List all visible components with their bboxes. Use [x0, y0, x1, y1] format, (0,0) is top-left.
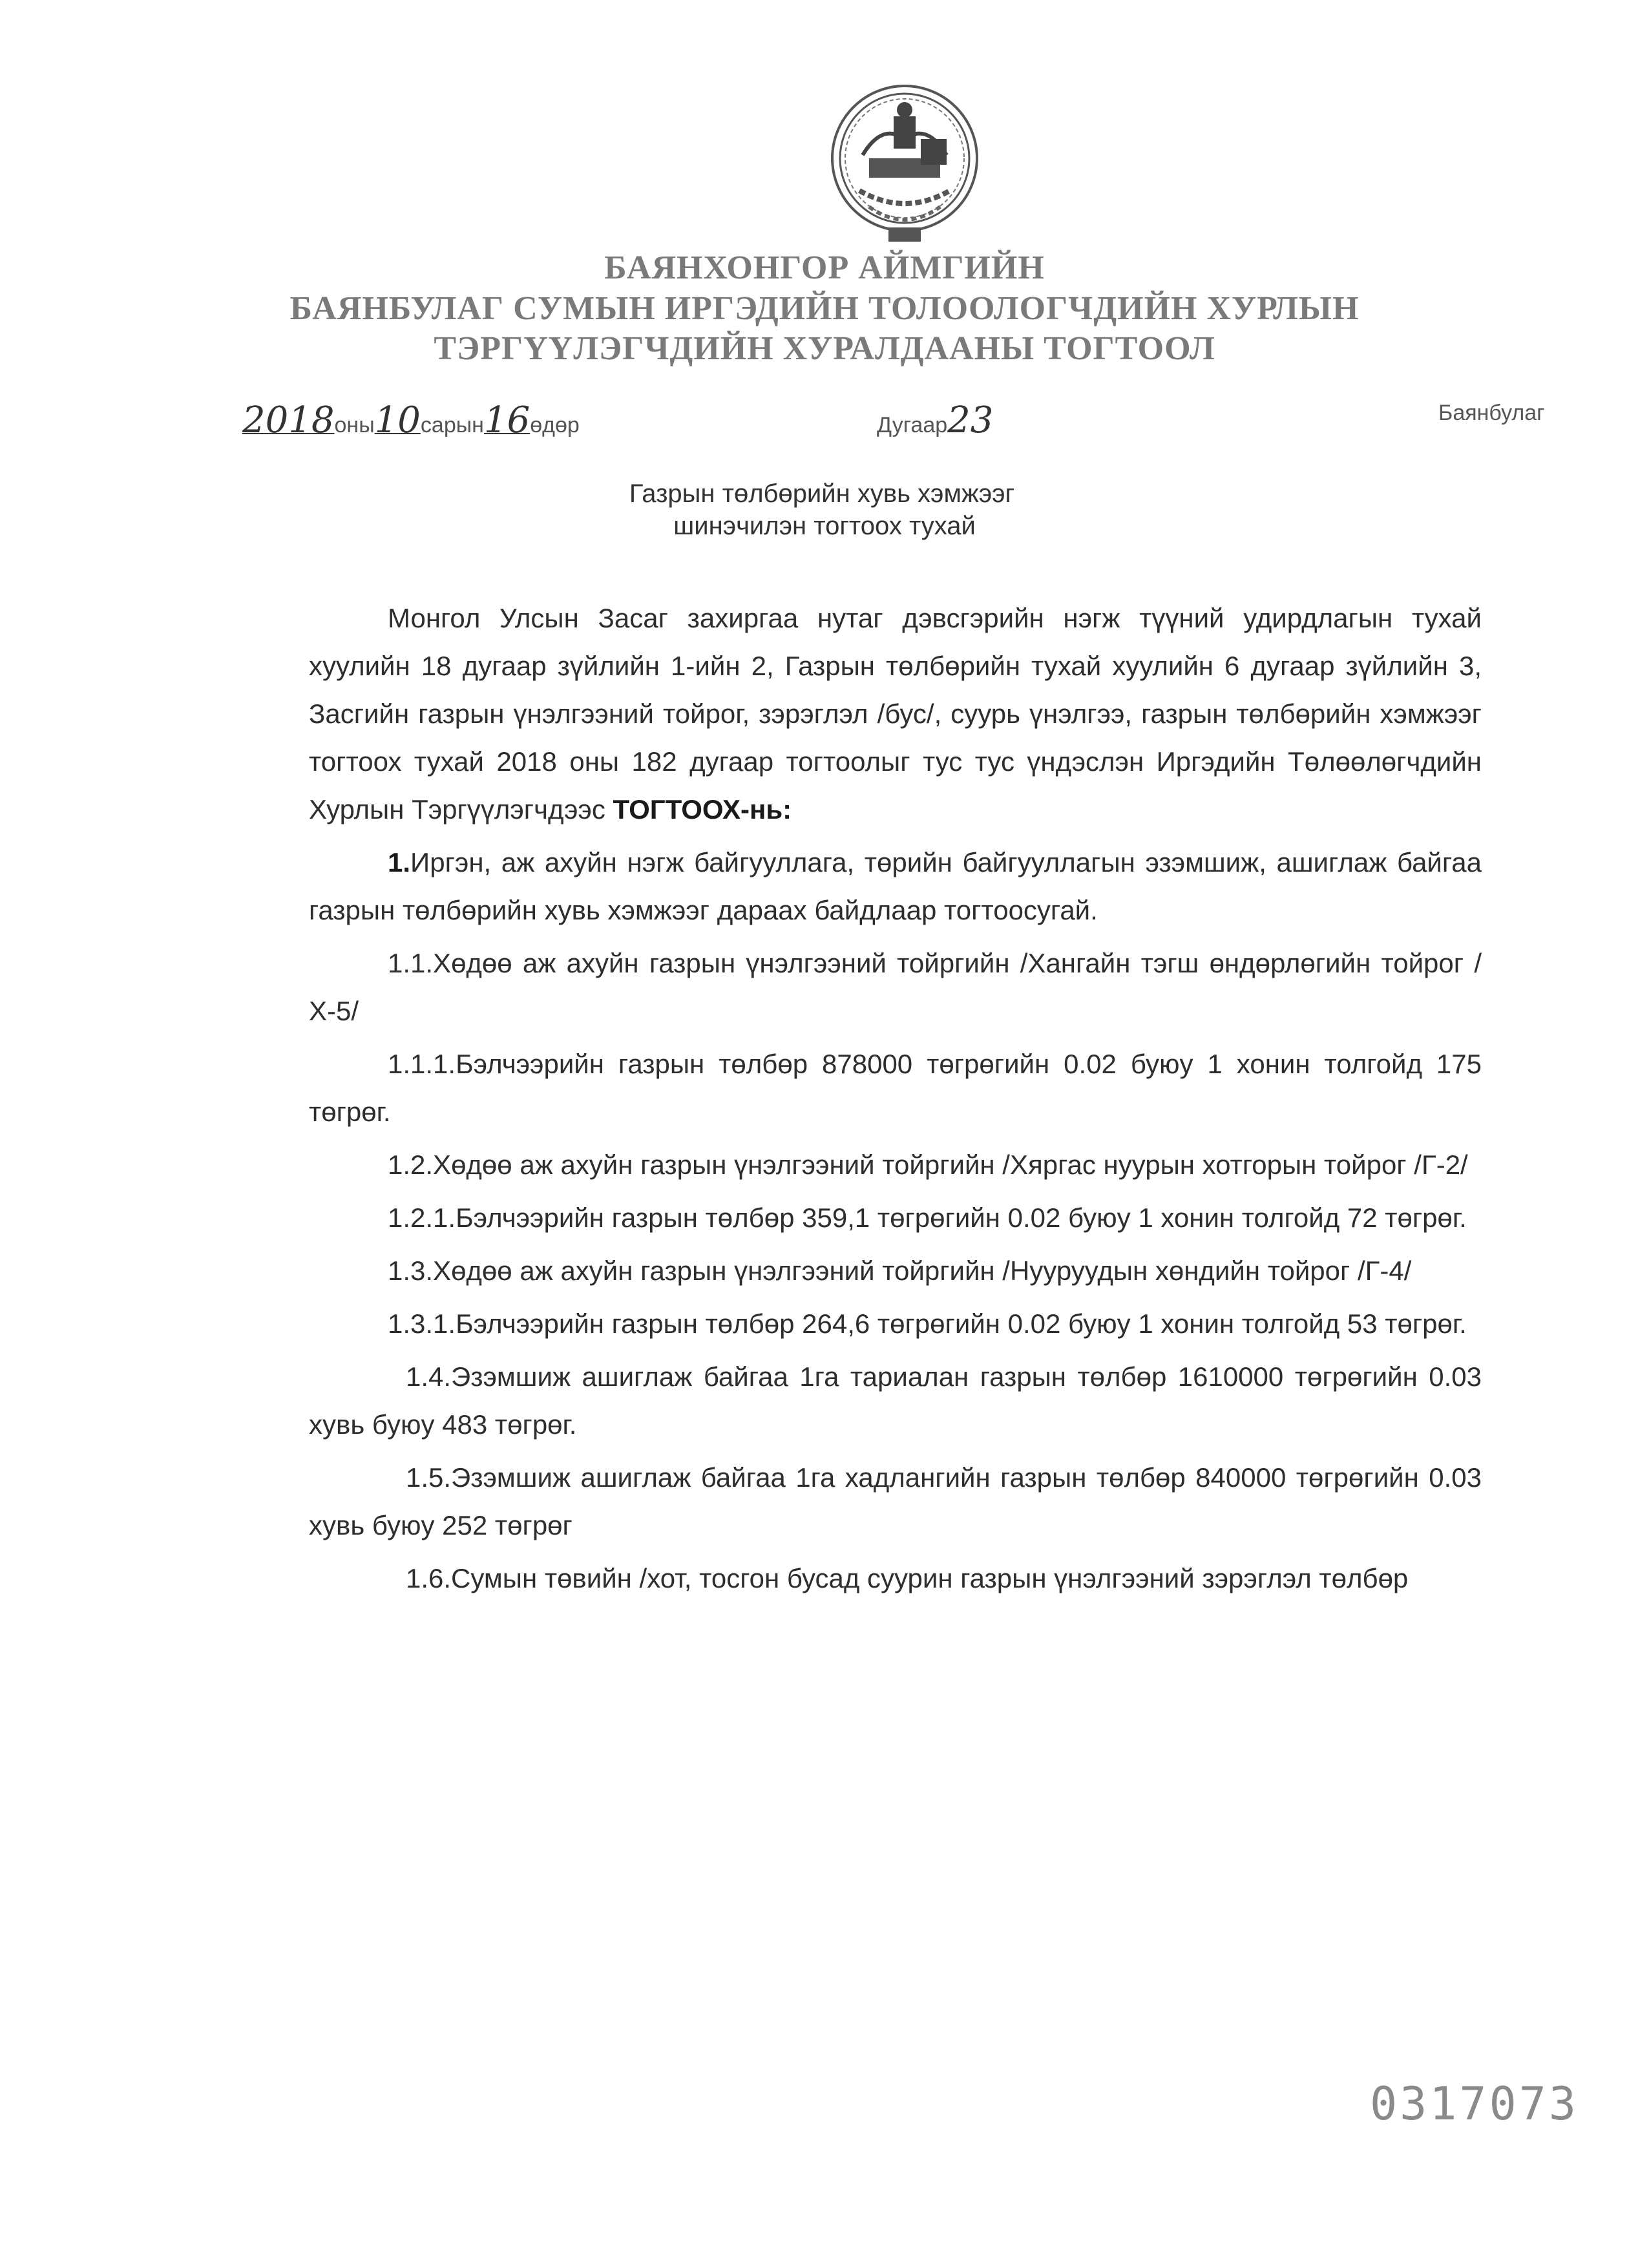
- resolution-title-line-2: шинэчилэн тогтоох тухай: [673, 512, 976, 540]
- date-day-label: өдөр: [530, 413, 580, 437]
- preamble-paragraph: [309, 594, 1482, 834]
- state-emblem: [824, 78, 985, 252]
- serial-number: 0317073: [1370, 2077, 1579, 2130]
- date-day: 16: [483, 399, 530, 441]
- header-line-3: ТЭРГҮҮЛЭГЧДИЙН ХУРАЛДААНЫ ТОГТООЛ: [434, 330, 1215, 367]
- item-1-number: 1.: [388, 847, 411, 877]
- document-place: Баянбулаг: [1438, 401, 1545, 425]
- date-year: 2018: [242, 399, 335, 441]
- header-line-1: БАЯНХОНГОР АЙМГИЙН: [604, 249, 1045, 286]
- date-year-label: оны: [334, 413, 375, 437]
- item-1-5: 1.5.Эзэмшиж ашиглаж байгаа 1га хадлангийн газрын төлбөр 840000 төгрөгийн 0.03 хувь буюу 252 төгрөг: [309, 1462, 1482, 1540]
- item-1-2: 1.2.Хөдөө аж ахуйн газрын үнэлгээний тойргийн /Хяргас нуурын хотгорын тойрог /Г-2/: [388, 1150, 1468, 1180]
- date-month-label: сарын: [420, 413, 484, 437]
- document-date: [242, 399, 580, 441]
- item-1-text: Иргэн, аж ахуйн нэгж байгууллага, төрийн байгууллагын эзэмшиж, ашиглаж байгаа газрын төлбөрийн хувь хэмжээг дараах байдлаар тогтоосугай.: [309, 847, 1482, 925]
- number-value: 23: [947, 399, 994, 441]
- date-month: 10: [374, 399, 421, 441]
- item-1-4: 1.4.Эзэмшиж ашиглаж байгаа 1га тариалан газрын төлбөр 1610000 төгрөгийн 0.03 хувь буюу 483 төгрөг.: [309, 1361, 1482, 1440]
- item-1-3-1: 1.3.1.Бэлчээрийн газрын төлбөр 264,6 төгрөгийн 0.02 буюу 1 хонин толгойд 53 төгрөг.: [388, 1308, 1467, 1339]
- item-1: [309, 839, 1482, 934]
- item-1-1: 1.1.Хөдөө аж ахуйн газрын үнэлгээний тойргийн /Хангайн тэгш өндөрлөгийн тойрог /Х-5/: [309, 948, 1482, 1026]
- item-1-2-1: 1.2.1.Бэлчээрийн газрын төлбөр 359,1 төгрөгийн 0.02 буюу 1 хонин толгойд 72 төгрөг.: [388, 1202, 1467, 1233]
- item-1-1-1: 1.1.1.Бэлчээрийн газрын төлбөр 878000 төгрөгийн 0.02 буюу 1 хонин толгойд 175 төгрөг.: [309, 1049, 1482, 1127]
- document-number: [877, 399, 993, 441]
- number-label: Дугаар: [877, 413, 948, 437]
- resolves-keyword: ТОГТООХ-нь:: [613, 794, 792, 824]
- resolution-body: [309, 594, 1482, 1602]
- item-1-6: 1.6.Сумын төвийн /хот, тосгон бусад суурин газрын үнэлгээний зэрэглэл төлбөр: [406, 1563, 1409, 1593]
- resolution-title-line-1: Газрын төлбөрийн хувь хэмжээг: [629, 479, 1015, 508]
- preamble-text: Монгол Улсын Засаг захиргаа нутаг дэвсгэрийн нэгж түүний удирдлагын тухай хуулийн 18 дугаар зүйлийн 1-ийн 2, Газрын төлбөрийн тухай хуулийн 6 дугаар зүйлийн 3, Засгийн газрын үнэлгээний тойрог, зэрэглэл /бус/, суурь үнэлгээ, газрын төлбөрийн хэмжээг тогтоох тухай 2018 оны 182 дугаар тогтоолыг тус тус үндэслэн Иргэдийн Төлөөлөгчдийн Хурлын Тэргүүлэгчдээс: [309, 603, 1482, 824]
- header-line-2: БАЯНБУЛАГ СУМЫН ИРГЭДИЙН ТОЛООЛОГЧДИЙН ХУРЛЫН: [289, 290, 1360, 327]
- item-1-3: 1.3.Хөдөө аж ахуйн газрын үнэлгээний тойргийн /Нууруудын хөндийн тойрог /Г-4/: [388, 1255, 1412, 1286]
